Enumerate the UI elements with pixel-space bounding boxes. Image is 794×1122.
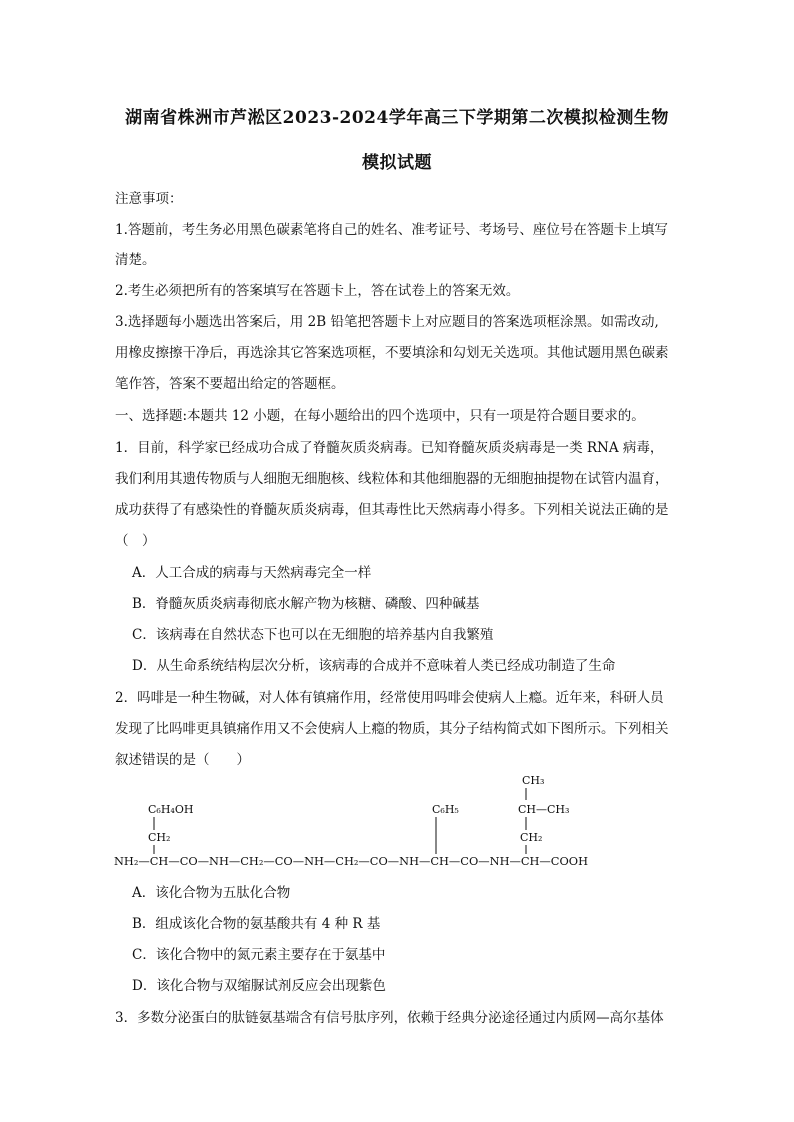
notice-line: 1.答题前，考生务必用黑色碳素笔将自己的姓名、准考证号、考场号、座位号在答题卡上填写 bbox=[115, 222, 668, 238]
question-1-option-d: D．从生命系统结构层次分析，该病毒的合成并不意味着人类已经成功制造了生命 bbox=[132, 658, 616, 674]
question-2-option-d: D．该化合物与双缩脲试剂反应会出现紫色 bbox=[132, 978, 386, 994]
question-2-option-c: C．该化合物中的氮元素主要存在于氨基中 bbox=[132, 947, 386, 963]
molecule-structure-diagram bbox=[110, 770, 610, 870]
question-1-text: 1．目前，科学家已经成功合成了脊髓灰质炎病毒。已知脊髓灰质炎病毒是一类 RNA 病毒， bbox=[115, 440, 664, 456]
peptide-backbone-label: NH₂—CH—CO—NH—CH₂—CO—NH—CH₂—CO—NH—CH—CO—NH—CH—COOH bbox=[114, 855, 588, 868]
question-1-text: （ ） bbox=[115, 533, 156, 549]
question-1-option-c: C．该病毒在自然状态下也可以在无细胞的培养基内自我繁殖 bbox=[132, 627, 494, 643]
question-2-option-a: A．该化合物为五肽化合物 bbox=[132, 885, 291, 901]
notice-line: 3.选择题每小题选出答案后，用 2B 铅笔把答题卡上对应题目的答案选项框涂黑。如需改动, bbox=[115, 314, 659, 330]
ch-ch3-group-label: CH—CH₃ bbox=[518, 803, 570, 816]
ch3-group-label: CH₃ bbox=[522, 774, 545, 787]
notice-heading: 注意事项： bbox=[115, 191, 183, 207]
doc-title-line2: 模拟试题 bbox=[362, 153, 432, 173]
question-2-text: 叙述错误的是（ ） bbox=[115, 752, 250, 768]
c6h4oh-group-label: C₆H₄OH bbox=[148, 803, 194, 816]
question-3-text: 3．多数分泌蛋白的肽链氨基端含有信号肽序列，依赖于经典分泌途径通过内质网—高尔基体 bbox=[115, 1010, 664, 1026]
notice-line: 清楚。 bbox=[115, 252, 156, 268]
question-1-option-a: A．人工合成的病毒与天然病毒完全一样 bbox=[132, 565, 372, 581]
question-2-text: 发现了比吗啡更具镇痛作用又不会使病人上瘾的物质，其分子结构简式如下图所示。下列相关 bbox=[115, 721, 669, 737]
c6h5-group-label: C₆H₅ bbox=[432, 803, 459, 816]
doc-title-line1: 湖南省株洲市芦淞区2023-2024学年高三下学期第二次模拟检测生物 bbox=[125, 108, 669, 128]
ch2-group-label: CH₂ bbox=[148, 831, 171, 844]
notice-line: 用橡皮擦擦干净后，再选涂其它答案选项框，不要填涂和勾划无关选项。其他试题用黑色碳素 bbox=[115, 345, 669, 361]
section-heading: 一、选择题:本题共 12 小题，在每小题给出的四个选项中，只有一项是符合题目要求的。 bbox=[115, 408, 645, 424]
question-1-text: 成功获得了有感染性的脊髓灰质炎病毒，但其毒性比天然病毒小得多。下列相关说法正确的是 bbox=[115, 502, 669, 518]
ch2-group-label: CH₂ bbox=[520, 831, 543, 844]
question-1-text: 我们利用其遗传物质与人细胞无细胞核、线粒体和其他细胞器的无细胞抽提物在试管内温育， bbox=[115, 471, 669, 487]
notice-line: 笔作答，答案不要超出给定的答题框。 bbox=[115, 376, 345, 392]
notice-line: 2.考生必须把所有的答案填写在答题卡上，答在试卷上的答案无效。 bbox=[115, 283, 520, 299]
question-1-option-b: B．脊髓灰质炎病毒彻底水解产物为核糖、磷酸、四种碱基 bbox=[132, 596, 480, 612]
question-2-text: 2．吗啡是一种生物碱，对人体有镇痛作用，经常使用吗啡会使病人上瘾。近年来，科研人员 bbox=[115, 690, 664, 706]
question-2-option-b: B．组成该化合物的氨基酸共有 4 种 R 基 bbox=[132, 916, 381, 932]
